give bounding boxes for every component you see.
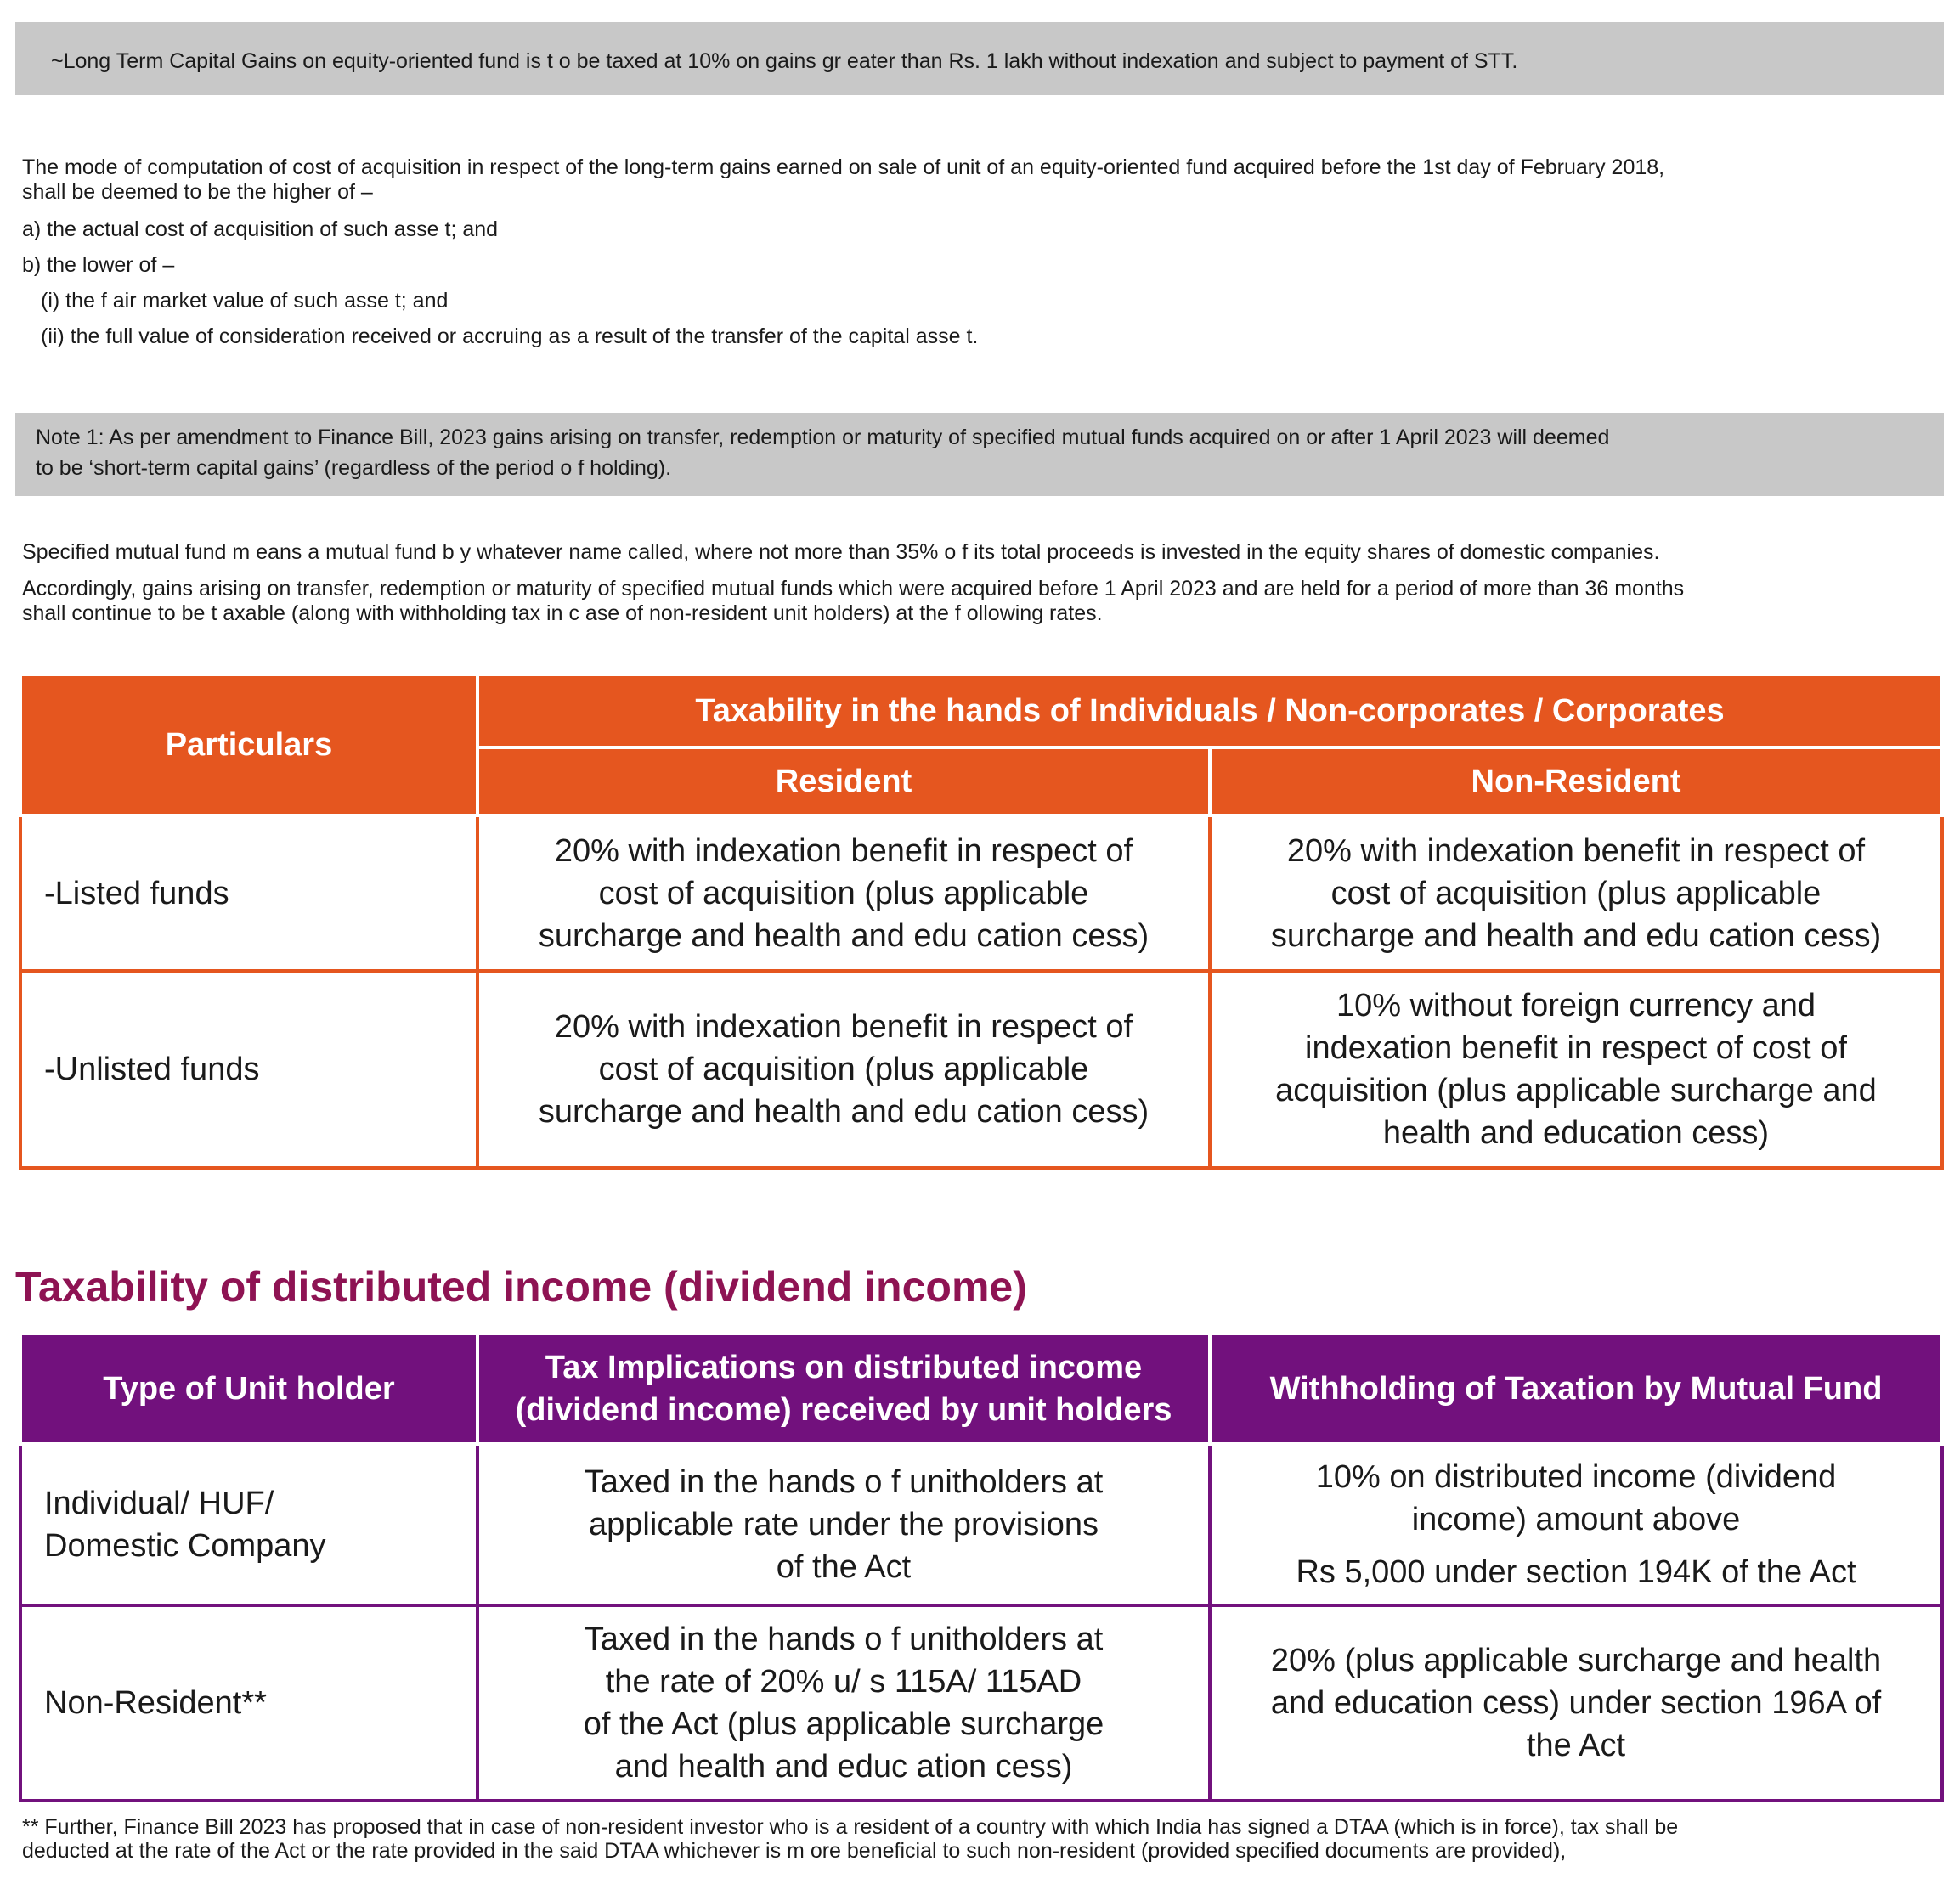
header-unit-holder-type: Type of Unit holder: [20, 1334, 477, 1444]
cell-line: income) amount above: [1411, 1502, 1741, 1537]
tax-implications-cell: [477, 1444, 1210, 1605]
cell-line: 20% with indexation benefit in respect of: [554, 1009, 1133, 1045]
specified-fund-line-2: Accordingly, gains arising on transfer, redemption or maturity of specified mutual funds which were acquired before 1 April 2023 and are held for a period of more than 36 months: [22, 577, 1685, 601]
particular-cell: -Listed funds: [20, 815, 477, 971]
cell-line: and education cess) under section 196A of: [1270, 1685, 1882, 1721]
computation-line-1: The mode of computation of cost of acquisition in respect of the long-term gains earned on sale of unit of an equity-oriented fund acquired before the 1st day of February 2018,: [22, 155, 1665, 179]
table-row: [20, 1444, 1942, 1605]
cell-line: acquisition (plus applicable surcharge and: [1275, 1073, 1877, 1108]
withholding-cell: [1210, 1444, 1942, 1605]
cell-line: of the Act: [776, 1549, 912, 1585]
footnote-line-2: deducted at the rate of the Act or the rate provided in the said DTAA whichever is m ore beneficial to such non-resident (provided specified documents are provided),: [22, 1839, 1567, 1863]
computation-item-b: b) the lower of –: [22, 253, 175, 277]
cell-line: 10% without foreign currency and: [1336, 988, 1816, 1024]
cell-line: Individual/ HUF/: [44, 1486, 274, 1521]
cell-line: the Act: [1526, 1728, 1626, 1763]
cell-line: applicable rate under the provisions: [589, 1507, 1099, 1542]
cell-line: cost of acquisition (plus applicable: [1330, 875, 1822, 911]
nonresident-cell: [1210, 971, 1942, 1168]
computation-line-2: shall be deemed to be the higher of –: [22, 180, 373, 204]
table-row: [20, 815, 1942, 971]
header-particulars: Particulars: [20, 674, 477, 815]
ltcg-banner-text: ~Long Term Capital Gains on equity-oriented fund is t o be taxed at 10% on gains gr eater than Rs. 1 lakh without indexation and subject to payment of STT.: [51, 49, 1518, 73]
cell-line: Domestic Company: [44, 1528, 326, 1564]
note1-line-1: Note 1: As per amendment to Finance Bill, 2023 gains arising on transfer, redemption or maturity of specified mutual funds acquired on or after 1 April 2023 will deemed: [36, 426, 1610, 449]
specified-fund-line-1: Specified mutual fund m eans a mutual fund b y whatever name called, where not more than 35% o f its total proceeds is invested in the equity shares of domestic companies.: [22, 540, 1660, 564]
cell-line: 10% on distributed income (dividend: [1315, 1459, 1837, 1495]
cell-line: 20% with indexation benefit in respect of: [1286, 832, 1866, 869]
cell-line: the rate of 20% u/ s 115A/ 115AD: [605, 1664, 1082, 1700]
note1-banner: [15, 413, 1944, 496]
cell-line: surcharge and health and edu cation cess): [1270, 917, 1882, 954]
capital-gains-table: [19, 673, 1944, 1170]
header-line: (dividend income) received by unit holders: [515, 1392, 1172, 1428]
table-row: [20, 1605, 1942, 1801]
tax-implications-cell: [477, 1605, 1210, 1801]
cell-line: Non-Resident**: [44, 1685, 267, 1721]
cell-line: of the Act (plus applicable surcharge: [583, 1706, 1104, 1742]
nonresident-cell: [1210, 815, 1942, 971]
cell-line: 20% (plus applicable surcharge and health: [1270, 1643, 1882, 1678]
cell-line: indexation benefit in respect of cost of: [1305, 1030, 1847, 1066]
cell-line: surcharge and health and edu cation cess): [538, 917, 1149, 954]
cell-line: health and education cess): [1382, 1115, 1770, 1151]
header-taxability-group: Taxability in the hands of Individuals / Non-corporates / Corporates: [477, 674, 1942, 747]
header-line: Tax Implications on distributed income: [545, 1350, 1143, 1385]
unit-holder-type-cell: [20, 1605, 477, 1801]
cell-line: and health and educ ation cess): [614, 1749, 1073, 1785]
resident-cell: [477, 815, 1210, 971]
section-title: Taxability of distributed income (dividend income): [15, 1263, 1027, 1311]
ltcg-banner: [15, 22, 1944, 95]
resident-cell: [477, 971, 1210, 1168]
cell-line: Taxed in the hands o f unitholders at: [584, 1464, 1104, 1500]
header-withholding: Withholding of Taxation by Mutual Fund: [1210, 1334, 1942, 1444]
particular-cell: -Unlisted funds: [20, 971, 477, 1168]
withholding-cell: [1210, 1605, 1942, 1801]
unit-holder-type-cell: [20, 1444, 477, 1605]
cell-line: Taxed in the hands o f unitholders at: [584, 1621, 1104, 1657]
cell-line: surcharge and health and edu cation cess): [538, 1094, 1149, 1130]
dividend-table: [19, 1332, 1944, 1802]
header-resident: Resident: [477, 747, 1210, 815]
header-nonresident: Non-Resident: [1210, 747, 1942, 815]
table-row: [20, 971, 1942, 1168]
computation-item-a: a) the actual cost of acquisition of such asse t; and: [22, 217, 499, 241]
cell-line: 20% with indexation benefit in respect of: [554, 832, 1133, 869]
footnote-line-1: ** Further, Finance Bill 2023 has proposed that in case of non-resident investor who is a resident of a country with which India has signed a DTAA (which is in force), tax shall be: [22, 1815, 1679, 1839]
computation-item-i: (i) the f air market value of such asse t; and: [41, 289, 449, 313]
specified-fund-line-3: shall continue to be t axable (along with withholding tax in c ase of non-resident unit holders) at the f ollowing rates.: [22, 601, 1103, 625]
computation-item-ii: (ii) the full value of consideration received or accruing as a result of the transfer of the capital asse t.: [41, 324, 979, 348]
cell-line: cost of acquisition (plus applicable: [598, 1052, 1089, 1087]
cell-line: Rs 5,000 under section 194K of the Act: [1296, 1554, 1856, 1590]
note1-line-2: to be ‘short-term capital gains’ (regardless of the period o f holding).: [36, 456, 672, 480]
cell-line: cost of acquisition (plus applicable: [598, 875, 1089, 911]
header-tax-implications: [477, 1334, 1210, 1444]
